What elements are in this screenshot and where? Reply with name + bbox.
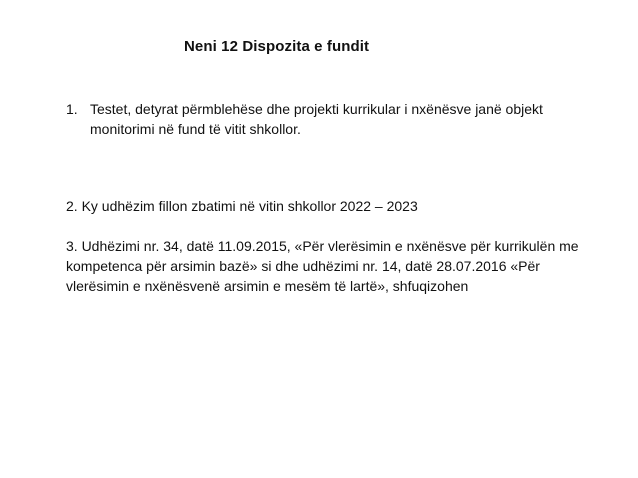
paragraph-2: 2. Ky udhëzim fillon zbatimi në vitin shkollor 2022 – 2023 xyxy=(66,198,418,214)
article-title: Neni 12 Dispozita e fundit xyxy=(184,38,370,55)
list-item-number: 1. xyxy=(66,101,78,117)
paragraph-3: 3. Udhëzimi nr. 34, datë 11.09.2015, «Për vlerësimin e nxënësve për kurrikulën me kompetenca për arsimin bazë» si dhe udhëzimi nr. 14, datë 28.07.2016 «Për vlerësimin e nxënësvenë arsimin e mesëm të lartë», shfuqizohen xyxy=(66,238,579,294)
numbered-list-item xyxy=(66,99,606,139)
list-item-text: Testet, detyrat përmblehëse dhe projekti kurrikular i nxënësve janë objekt monitorimi në fund të vitit shkollor. xyxy=(90,101,543,137)
